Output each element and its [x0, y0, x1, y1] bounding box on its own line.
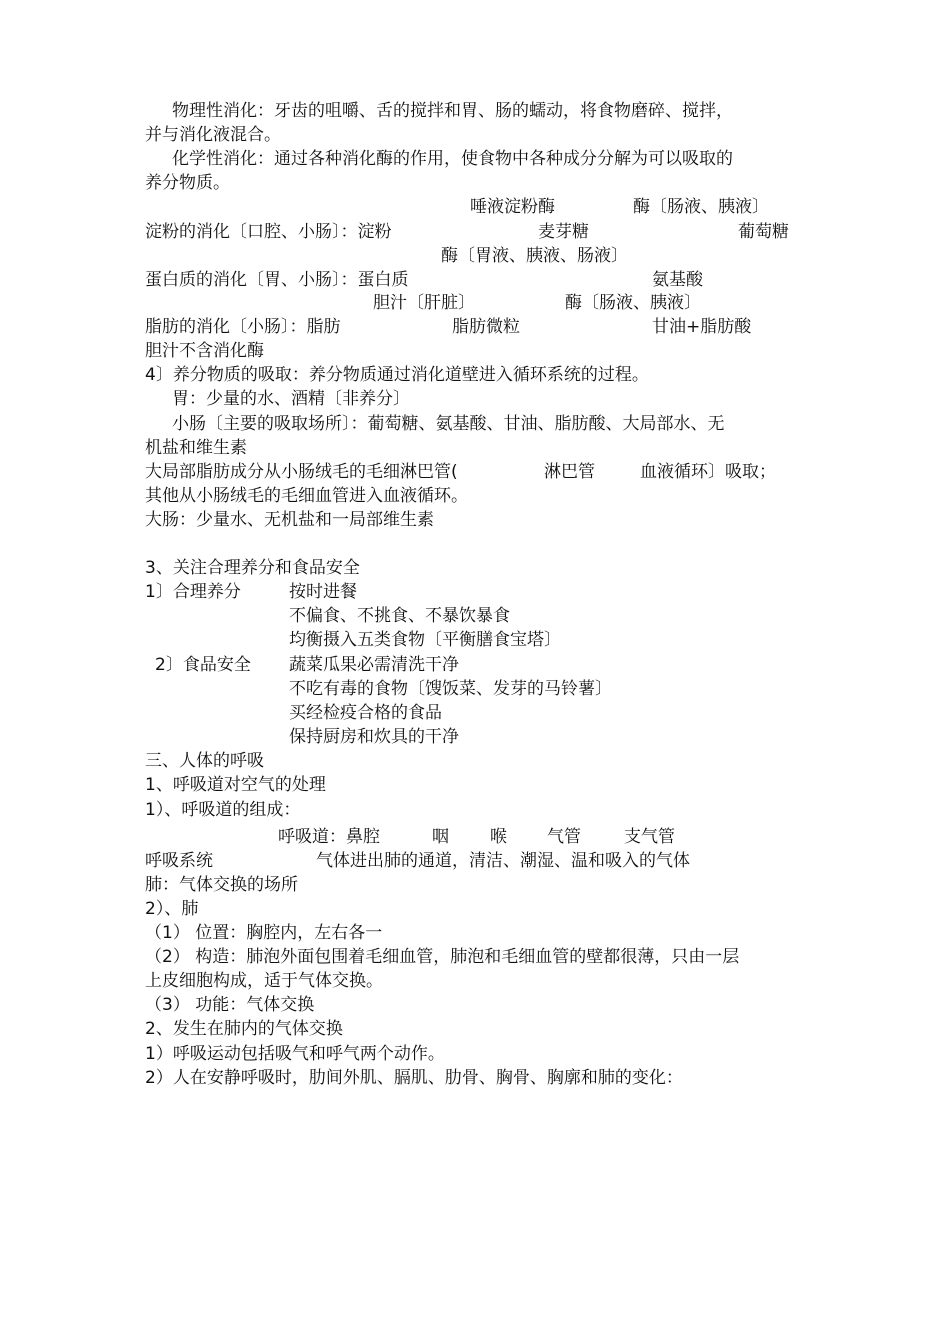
starch-enzyme-1: 唾液淀粉酶: [470, 197, 555, 217]
fat-bile: 胆汁〔肝脏〕: [373, 293, 475, 313]
nutrition-safety-item: 不吃有毒的食物〔馊饭菜、发芽的马铃薯〕: [289, 679, 612, 699]
starch-glucose: 葡萄糖: [738, 222, 789, 242]
nutrition-safety-item: 买经检疫合格的食品: [289, 703, 442, 723]
absorption-stomach: 胃：少量的水、酒精〔非养分〕: [172, 389, 410, 409]
nutrition-safety-item: 保持厨房和炊具的干净: [289, 727, 459, 747]
protein-digestion-label: 蛋白质的消化〔胃、小肠〕：蛋白质: [145, 270, 409, 290]
fat-enzyme: 酶〔肠液、胰液〕: [565, 293, 701, 313]
lung-title: 2）、肺: [145, 899, 199, 919]
physical-digestion-line-2: 并与消化液混合。: [145, 125, 281, 145]
nutrition-safety-item: 蔬菜瓜果必需清洗干净: [289, 655, 459, 675]
absorption-fat-path-2: 淋巴管: [544, 462, 595, 482]
absorption-large-intestine: 大肠：少量水、无机盐和一局部维生素: [145, 510, 434, 530]
starch-enzyme-2: 酶〔肠液、胰液〕: [633, 197, 769, 217]
fat-digestion-label: 脂肪的消化〔小肠〕：脂肪: [145, 317, 341, 337]
protein-enzyme: 酶〔胃液、胰液、肠液〕: [441, 246, 628, 266]
lung-function: （3） 功能：气体交换: [145, 995, 315, 1015]
respiration-title: 三、人体的呼吸: [145, 751, 264, 771]
physical-digestion-line-1: 物理性消化：牙齿的咀嚼、舌的搅拌和胃、肠的蠕动，将食物磨碎、搅拌，: [172, 101, 733, 121]
respiratory-tract-part: 气管: [547, 827, 581, 847]
fat-products: 甘油+脂肪酸: [652, 317, 752, 337]
chemical-digestion-line-1: 化学性消化：通过各种消化酶的作用，使食物中各种成分分解为可以吸取的: [172, 149, 733, 169]
breathing-changes: 2）人在安静呼吸时，肋间外肌、膈肌、肋骨、胸骨、胸廓和肺的变化：: [145, 1068, 683, 1088]
lung-desc: 肺：气体交换的场所: [145, 875, 298, 895]
respiratory-tract-part: 喉: [490, 827, 507, 847]
chemical-digestion-line-2: 养分物质。: [145, 173, 230, 193]
nutrition-reasonable-item: 均衡摄入五类食物〔平衡膳食宝塔〕: [289, 630, 561, 650]
lung-structure-1: （2） 构造：肺泡外面包围着毛细血管，肺泡和毛细血管的壁都很薄，只由一层: [145, 947, 740, 967]
absorption-title: 4〕养分物质的吸取：养分物质通过消化道壁进入循环系统的过程。: [145, 365, 649, 385]
nutrition-safety-label: 2〕食品安全: [155, 655, 251, 675]
respiratory-tract-part: 咽: [432, 827, 449, 847]
respiration-section-2: 2、发生在肺内的气体交换: [145, 1019, 343, 1039]
starch-maltose: 麦芽糖: [538, 222, 589, 242]
respiratory-tract-part: 支气管: [624, 827, 675, 847]
starch-digestion-label: 淀粉的消化〔口腔、小肠〕：淀粉: [145, 222, 392, 242]
nutrition-reasonable-item: 按时进餐: [289, 582, 357, 602]
bile-note: 胆汁不含消化酶: [145, 341, 264, 361]
respiratory-tract-label: 呼吸道：鼻腔: [278, 827, 380, 847]
nutrition-reasonable-item: 不偏食、不挑食、不暴饮暴食: [289, 606, 510, 626]
respiration-composition: 1）、呼吸道的组成：: [145, 800, 301, 820]
absorption-small-intestine-1: 小肠〔主要的吸取场所〕：葡萄糖、氨基酸、甘油、脂肪酸、大局部水、无: [172, 414, 725, 434]
respiration-section-1: 1、呼吸道对空气的处理: [145, 775, 326, 795]
absorption-small-intestine-2: 机盐和维生素: [145, 438, 247, 458]
nutrition-title: 3、关注合理养分和食品安全: [145, 558, 360, 578]
protein-amino-acid: 氨基酸: [652, 270, 703, 290]
respiratory-system-label: 呼吸系统: [145, 851, 213, 871]
nutrition-reasonable-label: 1〕合理养分: [145, 582, 241, 602]
absorption-fat-path-1: 大局部脂肪成分从小肠绒毛的毛细淋巴管(: [145, 462, 458, 482]
lung-position: （1） 位置：胸腔内，左右各一: [145, 923, 383, 943]
absorption-fat-path-3: 血液循环〕吸取；: [640, 462, 776, 482]
lung-structure-2: 上皮细胞构成，适于气体交换。: [145, 971, 383, 991]
breathing-movement: 1）呼吸运动包括吸气和呼气两个动作。: [145, 1044, 445, 1064]
respiratory-tract-desc: 气体进出肺的通道，清洁、潮湿、温和吸入的气体: [316, 851, 690, 871]
absorption-other-path: 其他从小肠绒毛的毛细血管进入血液循环。: [145, 486, 468, 506]
fat-droplets: 脂肪微粒: [452, 317, 520, 337]
